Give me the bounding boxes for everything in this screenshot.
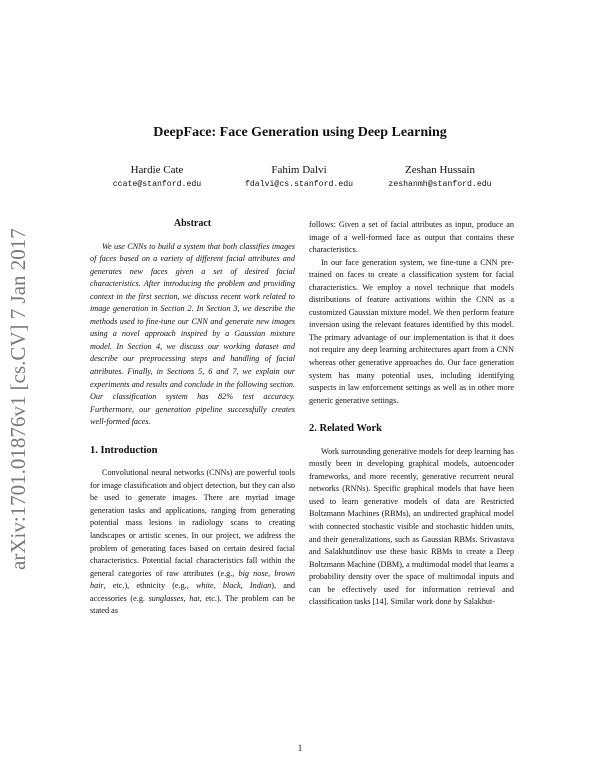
abstract [90, 241, 295, 429]
left-column [90, 218, 295, 618]
abstract-text: We use CNNs to build a system that both classifies images of faces based on a variety of different facial attributes and generates new faces given a set of desired facial characteristics. After introducing the problem and providing context in the first section, we discuss recent work related to image generation in Section 2. In Section 3, we describe the methods used to fine-tune our CNN and generate new images using a novel approach inspired by a Gaussian mixture model. In Section 4, we discuss our working dataset and describe our preprocessing steps and handling of facial attributes. Finally, in Sections 5, 6 and 7, we explain our experiments and results and conclude in the following section. Our classification system has 82% test accuracy. Furthermore, our generation pipeline successfully creates well-formed faces. [90, 241, 295, 427]
author-email: fdalvi@cs.stanford.edu [244, 180, 354, 189]
author-email: zeshanmh@stanford.edu [388, 180, 492, 189]
right-column [309, 219, 514, 609]
author-3 [360, 164, 520, 189]
related-work-paragraph: Work surrounding generative models for deep learning has mostly been in developing graphical models, autoencoder frameworks, and more recently, generative recurrent neural networks (RNNs). Specific graphical models that have been used to learn generative models of data are Restricted Boltzmann Machines (RBMs), an undirected graphical model with connected stochastic visible and stochastic hidden units, and their generalizations, such as Gaussian RBMs. Srivastava and Salakhutdinov use these basic RBMs to create a Deep Boltzmann Machine (DBM), a multimodal model that learns a probability density over the space of multimodal inputs and can be effectively used for information retrieval and classification tasks [14]. Similar work done by Salakhut- [309, 446, 514, 607]
related-work-heading: 2. Related Work [309, 423, 383, 435]
paper-title: DeepFace: Face Generation using Deep Learning [153, 125, 447, 140]
introduction-continuation: follows: Given a set of facial attributes as input, produce an image of a well-formed face as output that contains these characteristics. [309, 220, 514, 255]
author-email: ccate@stanford.edu [112, 180, 202, 189]
introduction-heading: 1. Introduction [90, 444, 158, 456]
author-2 [219, 164, 379, 189]
abstract-heading: Abstract [173, 218, 212, 229]
author-1 [77, 164, 237, 189]
page-number: 1 [297, 743, 303, 753]
introduction-paragraph: Convolutional neural networks (CNNs) are powerful tools for image classification and object detection, but they can also be used to generate images. There are myriad image generation tasks and applications, ranging from generating potential mass lesions in radiology scans to creating landscapes or artistic scenes. In our project, we address the problem of generating faces based on certain desired facial characteristics. Potential facial characteristics fall within the general categories of raw attributes (e.g., big nose, brown hair, etc.), ethnicity (e.g., white, black, Indian), and accessories (e.g. sunglasses, hat, etc.). The problem can be stated as [90, 468, 296, 616]
author-name: Zeshan Hussain [405, 164, 475, 176]
author-name: Hardie Cate [130, 164, 184, 176]
system-paragraph: In our face generation system, we fine-tune a CNN pre-trained on faces to create a classification system for facial characteristics. We employ a novel technique that models distributions of feature activations within the CNN as a customized Gaussian mixture model. We then perform feature inversion using the relevant features identified by this model. The primary advantage of our implementation is that it does not require any deep learning architectures apart from a CNN whereas other generative approaches do. Our face generation system has many potential uses, including identifying suspects in law enforcement settings as well as in other more generic generative settings. [309, 257, 514, 405]
author-name: Fahim Dalvi [271, 164, 327, 176]
arxiv-identifier: arXiv:1701.01876v1 [cs.CV] 7 Jan 2017 [6, 228, 30, 570]
